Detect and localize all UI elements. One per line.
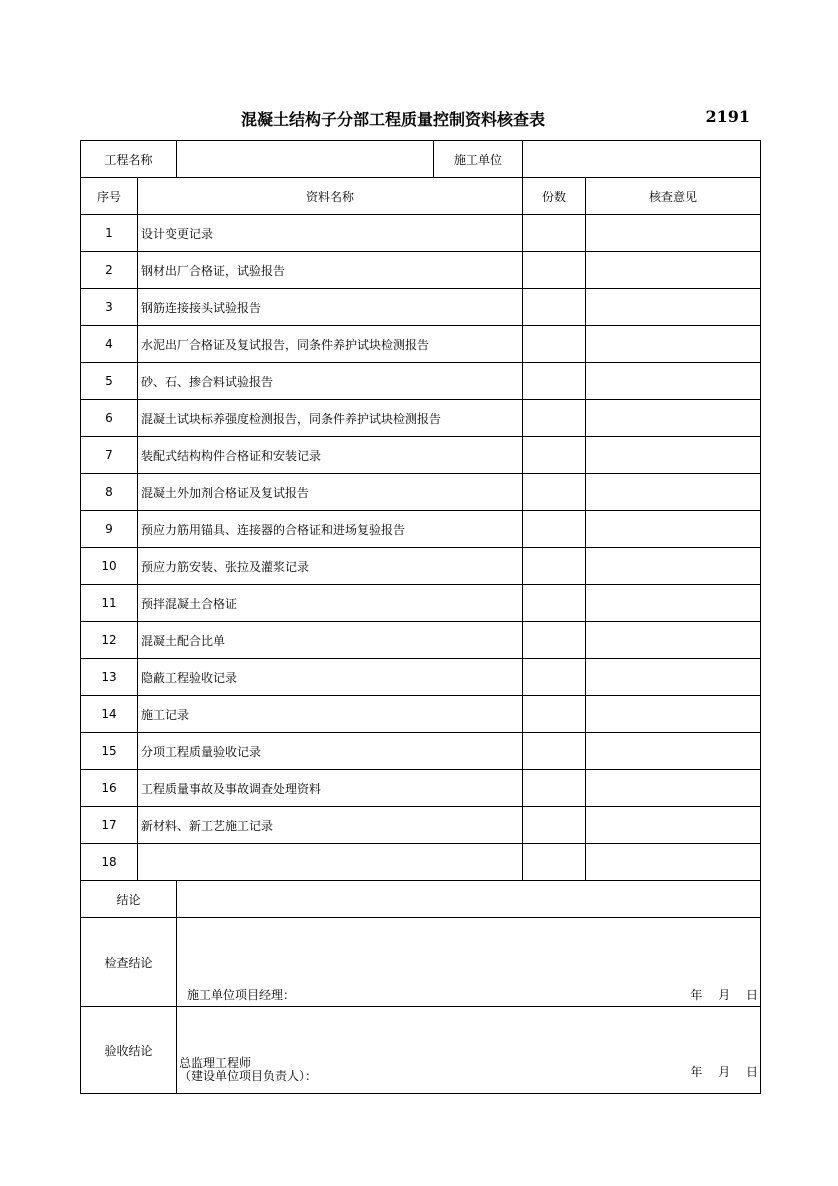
row-count-field[interactable] xyxy=(523,252,586,289)
row-seq: 2 xyxy=(81,252,138,289)
table-row xyxy=(81,844,761,881)
row-count-field[interactable] xyxy=(523,807,586,844)
row-opinion-field[interactable] xyxy=(586,696,761,733)
table-row xyxy=(81,659,761,696)
check-conclusion-label: 检查结论 xyxy=(81,918,177,1007)
table-row xyxy=(81,400,761,437)
accept-conclusion-label: 验收结论 xyxy=(81,1007,177,1094)
row-opinion-field[interactable] xyxy=(586,474,761,511)
row-name: 工程质量事故及事故调查处理资料 xyxy=(138,770,523,807)
row-seq: 13 xyxy=(81,659,138,696)
row-opinion-field[interactable] xyxy=(586,770,761,807)
row-opinion-field[interactable] xyxy=(586,548,761,585)
page-title: 混凝土结构子分部工程质量控制资料核查表 xyxy=(240,110,545,129)
table-row xyxy=(81,807,761,844)
conclusion-row xyxy=(81,881,761,918)
row-count-field[interactable] xyxy=(523,474,586,511)
form-code: 2191 xyxy=(705,107,750,126)
row-name: 预拌混凝土合格证 xyxy=(138,585,523,622)
row-opinion-field[interactable] xyxy=(586,363,761,400)
row-name: 预应力筋用锚具、连接器的合格证和进场复验报告 xyxy=(138,511,523,548)
contractor-field[interactable] xyxy=(523,141,761,178)
row-name: 钢材出厂合格证，试验报告 xyxy=(138,252,523,289)
col-seq: 序号 xyxy=(81,178,138,215)
row-seq: 3 xyxy=(81,289,138,326)
conclusion-label: 结论 xyxy=(81,881,177,918)
row-name: 施工记录 xyxy=(138,696,523,733)
row-count-field[interactable] xyxy=(523,326,586,363)
row-count-field[interactable] xyxy=(523,622,586,659)
row-name: 隐蔽工程验收记录 xyxy=(138,659,523,696)
row-opinion-field[interactable] xyxy=(586,807,761,844)
row-opinion-field[interactable] xyxy=(586,400,761,437)
row-name: 混凝土配合比单 xyxy=(138,622,523,659)
table-row xyxy=(81,585,761,622)
row-count-field[interactable] xyxy=(523,289,586,326)
conclusion-field[interactable] xyxy=(177,881,761,918)
row-seq: 10 xyxy=(81,548,138,585)
table-row xyxy=(81,770,761,807)
row-name: 混凝土试块标养强度检测报告，同条件养护试块检测报告 xyxy=(138,400,523,437)
table-row xyxy=(81,363,761,400)
row-seq: 5 xyxy=(81,363,138,400)
row-count-field[interactable] xyxy=(523,733,586,770)
check-date-label: 年 月 日 xyxy=(690,988,759,1002)
row-count-field[interactable] xyxy=(523,363,586,400)
accept-date-label: 年 月 日 xyxy=(690,1065,759,1079)
row-seq: 7 xyxy=(81,437,138,474)
col-opinion: 核查意见 xyxy=(586,178,761,215)
table-row xyxy=(81,215,761,252)
table-row xyxy=(81,622,761,659)
quality-check-table xyxy=(80,140,761,1094)
row-opinion-field[interactable] xyxy=(586,659,761,696)
row-name xyxy=(138,844,523,881)
row-seq: 17 xyxy=(81,807,138,844)
col-name: 资料名称 xyxy=(138,178,523,215)
row-seq: 16 xyxy=(81,770,138,807)
table-row xyxy=(81,696,761,733)
row-seq: 12 xyxy=(81,622,138,659)
row-count-field[interactable] xyxy=(523,844,586,881)
row-name: 砂、石、掺合料试验报告 xyxy=(138,363,523,400)
column-header-row xyxy=(81,178,761,215)
row-count-field[interactable] xyxy=(523,659,586,696)
row-name: 水泥出厂合格证及复试报告，同条件养护试块检测报告 xyxy=(138,326,523,363)
row-count-field[interactable] xyxy=(523,548,586,585)
header-row xyxy=(81,141,761,178)
table-row xyxy=(81,511,761,548)
row-opinion-field[interactable] xyxy=(586,511,761,548)
table-row xyxy=(81,326,761,363)
row-name: 钢筋连接接头试验报告 xyxy=(138,289,523,326)
row-count-field[interactable] xyxy=(523,696,586,733)
row-count-field[interactable] xyxy=(523,585,586,622)
row-seq: 9 xyxy=(81,511,138,548)
row-name: 分项工程质量验收记录 xyxy=(138,733,523,770)
row-opinion-field[interactable] xyxy=(586,215,761,252)
check-conclusion-row xyxy=(81,918,761,1007)
project-name-field[interactable] xyxy=(177,141,434,178)
row-opinion-field[interactable] xyxy=(586,622,761,659)
accept-conclusion-row xyxy=(81,1007,761,1094)
table-row xyxy=(81,733,761,770)
check-conclusion-field[interactable] xyxy=(177,918,761,1007)
row-opinion-field[interactable] xyxy=(586,289,761,326)
row-seq: 18 xyxy=(81,844,138,881)
row-seq: 11 xyxy=(81,585,138,622)
table-row xyxy=(81,548,761,585)
row-count-field[interactable] xyxy=(523,770,586,807)
table-row xyxy=(81,474,761,511)
row-opinion-field[interactable] xyxy=(586,437,761,474)
row-seq: 8 xyxy=(81,474,138,511)
project-name-label: 工程名称 xyxy=(81,141,177,178)
row-opinion-field[interactable] xyxy=(586,733,761,770)
row-name: 新材料、新工艺施工记录 xyxy=(138,807,523,844)
contractor-label: 施工单位 xyxy=(434,141,523,178)
row-name: 装配式结构构件合格证和安装记录 xyxy=(138,437,523,474)
accept-conclusion-field[interactable] xyxy=(177,1007,761,1094)
row-count-field[interactable] xyxy=(523,400,586,437)
row-name: 混凝土外加剂合格证及复试报告 xyxy=(138,474,523,511)
table-row xyxy=(81,289,761,326)
table-row xyxy=(81,437,761,474)
row-seq: 1 xyxy=(81,215,138,252)
row-opinion-field[interactable] xyxy=(586,326,761,363)
row-seq: 6 xyxy=(81,400,138,437)
row-seq: 14 xyxy=(81,696,138,733)
row-seq: 15 xyxy=(81,733,138,770)
accept-signer-line2: （建设单位项目负责人）： xyxy=(179,1069,318,1083)
row-seq: 4 xyxy=(81,326,138,363)
accept-signer-line1: 总监理工程师 xyxy=(179,1056,252,1070)
row-opinion-field[interactable] xyxy=(586,585,761,622)
row-opinion-field[interactable] xyxy=(586,844,761,881)
col-count: 份数 xyxy=(523,178,586,215)
row-name: 预应力筋安装、张拉及灌浆记录 xyxy=(138,548,523,585)
row-name: 设计变更记录 xyxy=(138,215,523,252)
row-opinion-field[interactable] xyxy=(586,252,761,289)
table-row xyxy=(81,252,761,289)
check-signer-label: 施工单位项目经理： xyxy=(187,988,296,1002)
row-count-field[interactable] xyxy=(523,437,586,474)
row-count-field[interactable] xyxy=(523,511,586,548)
row-count-field[interactable] xyxy=(523,215,586,252)
